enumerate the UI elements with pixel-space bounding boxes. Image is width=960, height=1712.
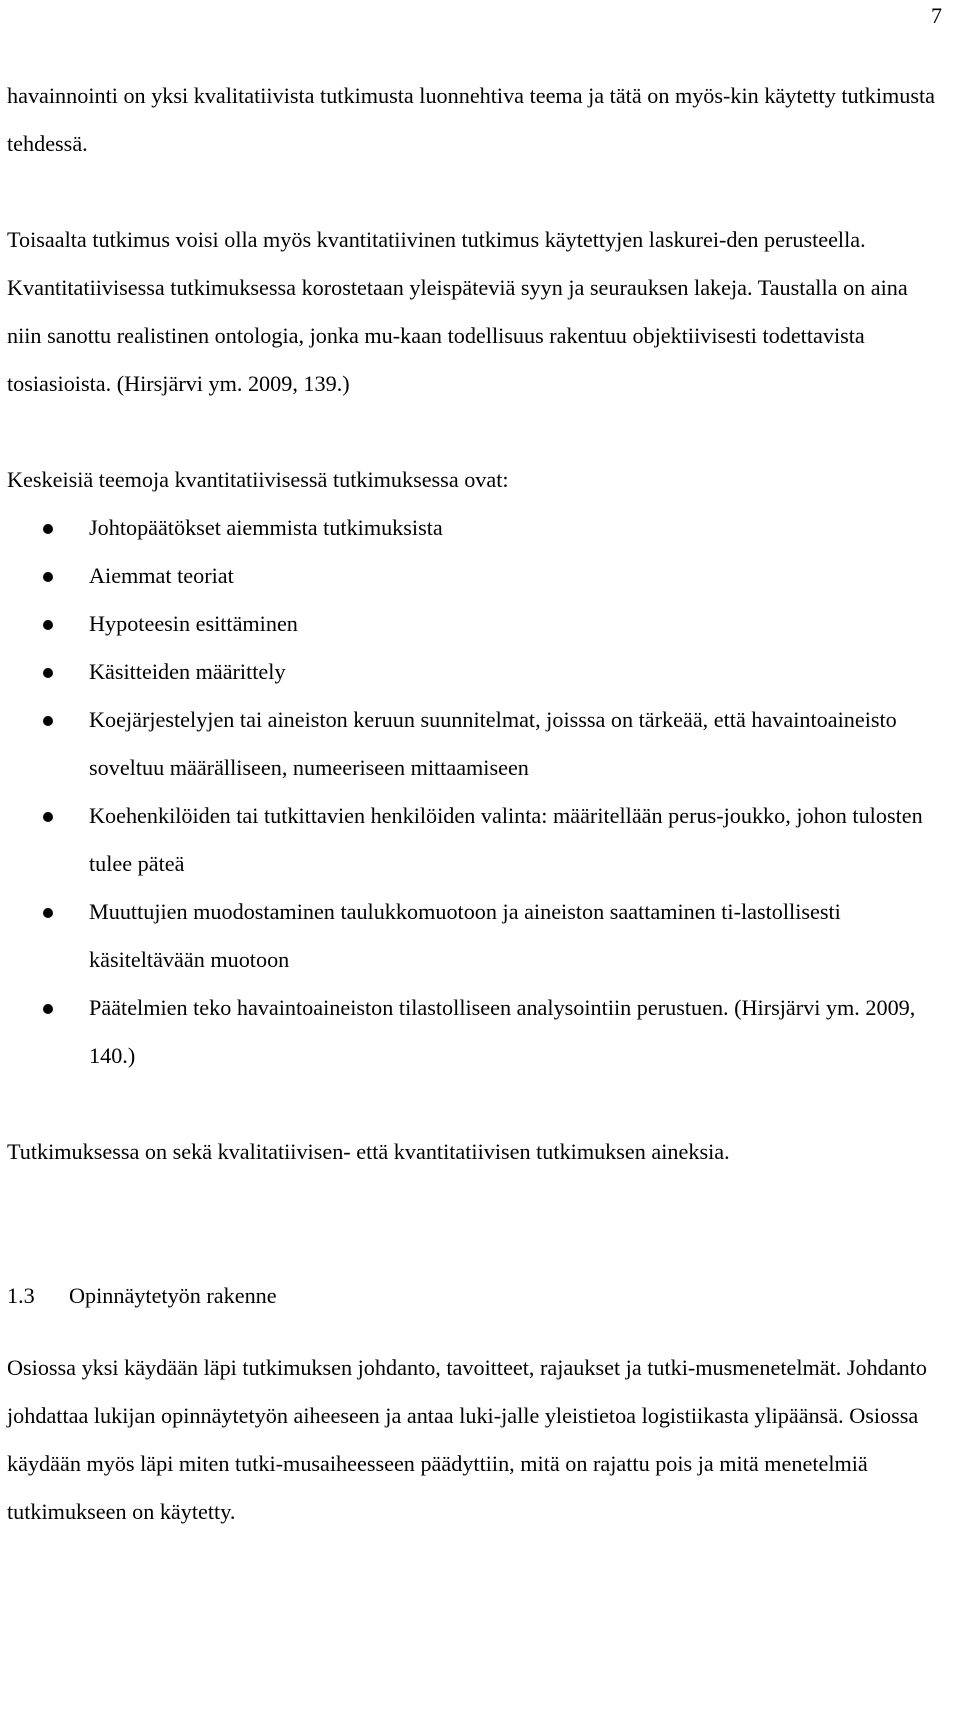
list-item-text: Käsitteiden määrittely	[89, 659, 286, 684]
section-number: 1.3	[7, 1283, 35, 1308]
bullet-icon	[43, 1004, 53, 1014]
list-item-text: Muuttujien muodostaminen taulukkomuotoon ja aineiston saattaminen ti-lastollisesti käsiteltävään muotoon	[89, 899, 841, 972]
paragraph-mixed-methods: Tutkimuksessa on sekä kvalitatiivisen- että kvantitatiivisen tutkimuksen aineksia.	[7, 1139, 730, 1164]
list-item	[7, 792, 947, 888]
list-item-text: Koejärjestelyjen tai aineiston keruun suunnitelmat, joisssa on tärkeää, että havaintoaineisto soveltuu määrälliseen, numeeriseen mittaamiseen	[89, 707, 897, 780]
list-item-text: Päätelmien teko havaintoaineiston tilastolliseen analysointiin perustuen. (Hirsjärvi ym. 2009, 140.)	[89, 995, 916, 1068]
list-item	[7, 984, 947, 1080]
themes-list	[7, 504, 947, 1080]
document-body	[7, 72, 947, 1536]
bullet-icon	[43, 908, 53, 918]
bullet-icon	[43, 668, 53, 678]
list-item	[7, 504, 947, 552]
list-item-text: Aiemmat teoriat	[89, 563, 234, 588]
bullet-icon	[43, 812, 53, 822]
list-item-text: Hypoteesin esittäminen	[89, 611, 298, 636]
paragraph-structure: Osiossa yksi käydään läpi tutkimuksen johdanto, tavoitteet, rajaukset ja tutki-musmenetelmät. Johdanto johdattaa lukijan opinnäytetyön aiheeseen ja antaa luki-jalle yleistietoa logistiikasta ylipäänsä. Osiossa käydään myös läpi miten tutki-musaiheesseen päädyttiin, mitä on rajattu pois ja mitä menetelmiä tutkimukseen on käytetty.	[7, 1355, 927, 1524]
paragraph-observation: havainnointi on yksi kvalitatiivista tutkimusta luonnehtiva teema ja tätä on myös-kin käytetty tutkimusta tehdessä.	[7, 83, 936, 156]
section-heading	[7, 1272, 947, 1320]
list-item-text: Johtopäätökset aiemmista tutkimuksista	[89, 515, 443, 540]
list-item	[7, 888, 947, 984]
list-item	[7, 696, 947, 792]
paragraph-quantitative: Toisaalta tutkimus voisi olla myös kvantitatiivinen tutkimus käytettyjen laskurei-den perusteella. Kvantitatiivisessa tutkimuksessa korostetaan yleispäteviä syyn ja seurauksen lakeja. Taustalla on aina niin sanottu realistinen ontologia, jonka mu-kaan todellisuus rakentuu objektiivisesti todettavista tosiasioista. (Hirsjärvi ym. 2009, 139.)	[7, 227, 908, 396]
page-number: 7	[931, 3, 942, 28]
list-item	[7, 648, 947, 696]
bullet-icon	[43, 524, 53, 534]
list-item	[7, 600, 947, 648]
list-item-text: Koehenkilöiden tai tutkittavien henkilöiden valinta: määritellään perus-joukko, johon tulosten tulee päteä	[89, 803, 923, 876]
bullet-icon	[43, 620, 53, 630]
bullet-icon	[43, 572, 53, 582]
section-title: Opinnäytetyön rakenne	[69, 1283, 277, 1308]
list-item	[7, 552, 947, 600]
paragraph-list-intro: Keskeisiä teemoja kvantitatiivisessä tutkimuksessa ovat:	[7, 467, 509, 492]
bullet-icon	[43, 716, 53, 726]
